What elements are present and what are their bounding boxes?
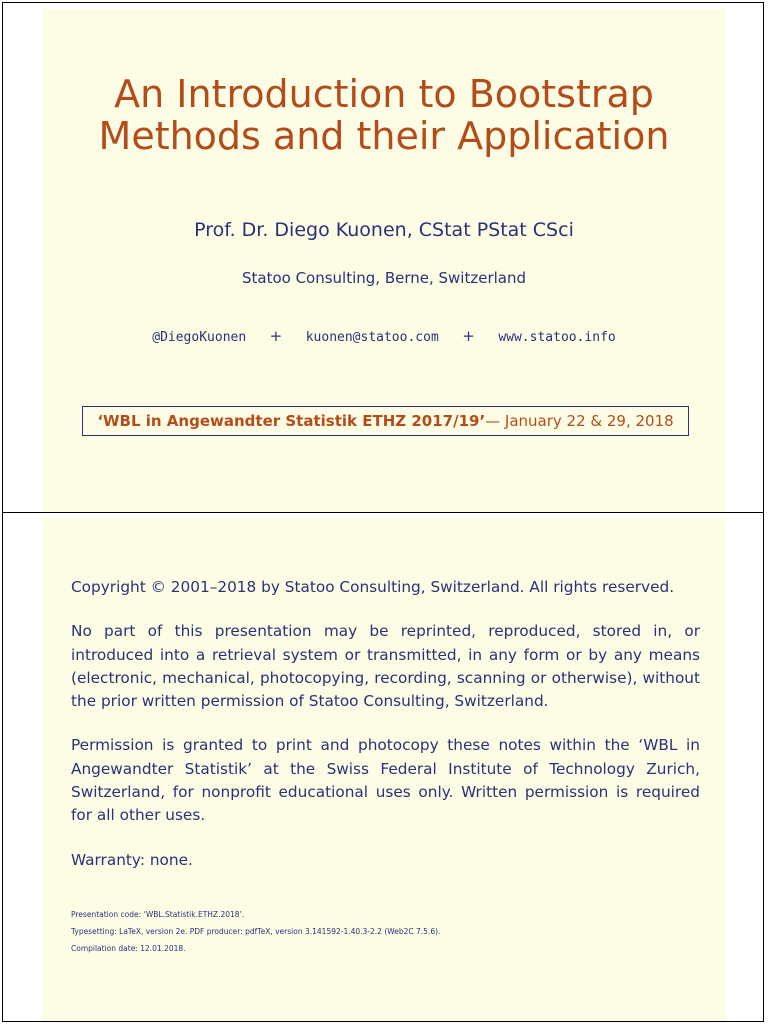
affiliation: Statoo Consulting, Berne, Switzerland: [241, 269, 527, 287]
event-box: [82, 406, 689, 436]
typesetting-info: Typesetting: LaTeX, version 2e. PDF producer: pdfTeX, version 3.141592-1.40.3-2.2 (Web2C 7.5.6).: [71, 927, 441, 936]
title-line-2: Methods and their Application: [98, 114, 670, 158]
presentation-title: [42, 73, 726, 157]
warranty-line: Warranty: none.: [71, 850, 193, 869]
compilation-date: Compilation date: 12.01.2018.: [71, 944, 186, 953]
contact-line: [42, 327, 726, 345]
title-line-1: An Introduction to Bootstrap: [114, 72, 654, 116]
event-name: ‘WBL in Angewandter Statistik ETHZ 2017/19’: [97, 412, 486, 430]
separator-plus: +: [269, 327, 283, 345]
title-slide: [42, 9, 726, 513]
copyright-body: [71, 576, 700, 893]
permission-notice: Permission is granted to print and photocopy these notes within the ‘WBL in Angewandter Statistik’ at the Swiss Federal Institute of Technology Zurich, Switzerland, for nonprofit educational uses only. Written permission is required for all other uses.: [71, 736, 700, 825]
website: www.statoo.info: [498, 330, 616, 345]
event-dates: — January 22 & 29, 2018: [485, 412, 674, 430]
presentation-code: Presentation code: ‘WBL.Statistik.ETHZ.2018’.: [71, 910, 245, 919]
author: Prof. Dr. Diego Kuonen, CStat PStat CSci: [194, 219, 574, 241]
page-1: [2, 2, 764, 513]
separator-plus: +: [462, 327, 475, 345]
page-2: [2, 512, 764, 1022]
footnotes: [71, 906, 440, 957]
email-address: kuonen@statoo.com: [305, 330, 439, 345]
twitter-handle: @DiegoKuonen: [152, 330, 247, 345]
copyright-line: Copyright © 2001–2018 by Statoo Consulting, Switzerland. All rights reserved.: [71, 578, 675, 596]
reproduction-notice: No part of this presentation may be reprinted, reproduced, stored in, or introduced into a retrieval system or transmitted, in any form or by any means (electronic, mechanical, photocopying, recording, scanning or otherwise), without the prior written permission of Statoo Consulting, Switzerland.: [71, 622, 700, 711]
copyright-slide: [42, 518, 726, 1021]
